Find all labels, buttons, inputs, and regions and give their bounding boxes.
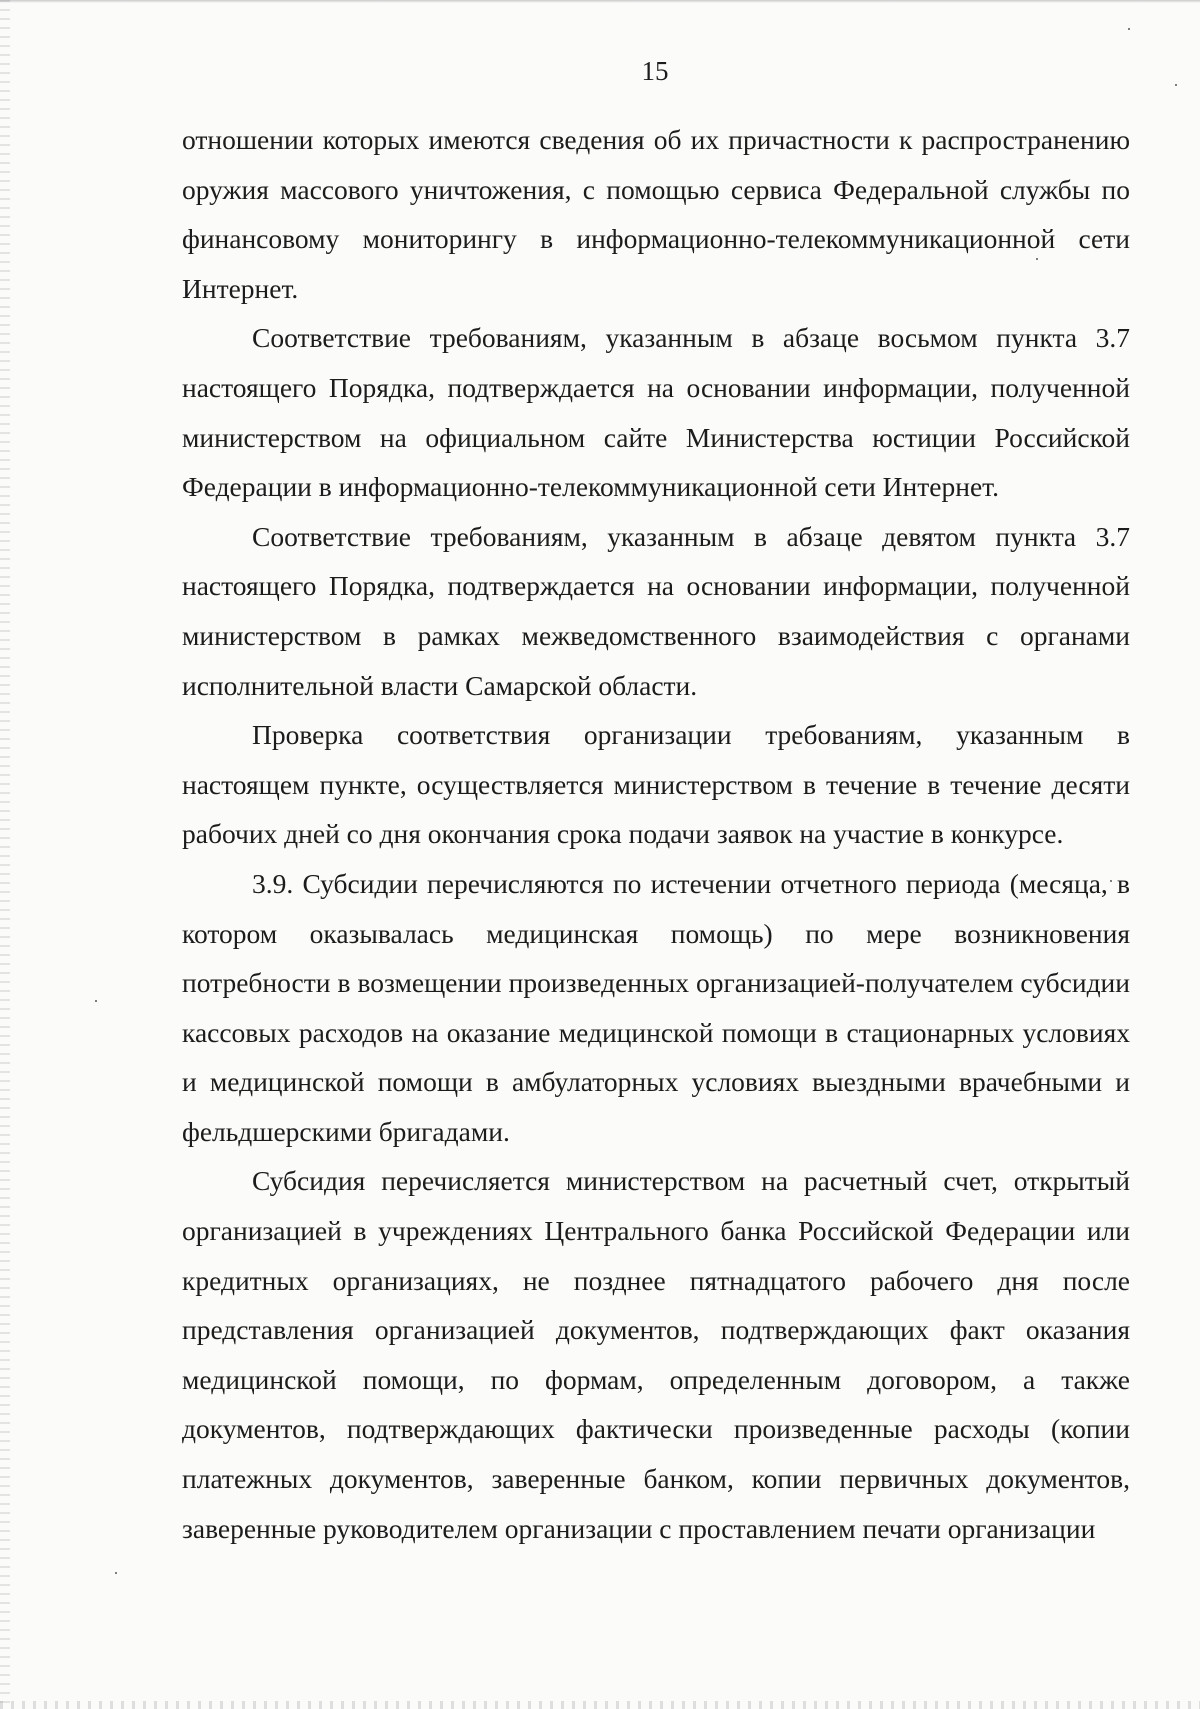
scan-speck bbox=[1128, 28, 1130, 30]
paragraph: Соответствие требованиям, указанным в абзаце восьмом пункта 3.7 настоящего Порядка, подтверждается на основании информации, полученной министерством на официальном сайте Министерства юстиции Российской Федерации в информационно-телекоммуникационной сети Интернет. bbox=[182, 322, 1130, 503]
scan-speck bbox=[95, 1000, 97, 1002]
scan-speck bbox=[115, 1572, 117, 1574]
paragraph: Соответствие требованиям, указанным в абзаце девятом пункта 3.7 настоящего Порядка, подтверждается на основании информации, полученной министерством в рамках межведомственного взаимодействия с органами исполнительной власти Самарской области. bbox=[182, 520, 1130, 701]
page-number: 15 bbox=[641, 56, 669, 86]
paragraph: Проверка соответствия организации требованиям, указанным в настоящем пункте, осуществляется министерством в течение в течение десяти рабочих дней со дня окончания срока подачи заявок на участие в конкурсе. bbox=[182, 719, 1130, 850]
scan-bottom-edge bbox=[0, 1701, 1200, 1709]
body-text bbox=[182, 115, 1130, 1553]
paragraph: отношении которых имеются сведения об их причастности к распространению оружия массового уничтожения, с помощью сервиса Федеральной службы по финансовому мониторингу в информационно-телекоммуникационной сети Интернет. bbox=[182, 124, 1130, 304]
scan-top-edge bbox=[0, 0, 1200, 3]
paragraph: 3.9. Субсидии перечисляются по истечении отчетного периода (месяца, в котором оказывалась медицинская помощь) по мере возникновения потребности в возмещении произведенных организацией-получателем субсидии кассовых расходов на оказание медицинской помощи в стационарных условиях и медицинской помощи в амбулаторных условиях выездными врачебными и фельдшерскими бригадами. bbox=[182, 867, 1130, 1147]
paragraph: Субсидия перечисляется министерством на расчетный счет, открытый организацией в учреждениях Центрального банка Российской Федерации или кредитных организациях, не позднее пятнадцатого рабочего дня после представления организацией документов, подтверждающих факт оказания медицинской помощи, по формам, определенным договором, а также документов, подтверждающих фактически произведенные расходы (копии платежных документов, заверенные банком, копии первичных документов, заверенные руководителем организации с проставлением печати организации bbox=[182, 1165, 1130, 1544]
scan-left-edge bbox=[0, 0, 10, 1709]
